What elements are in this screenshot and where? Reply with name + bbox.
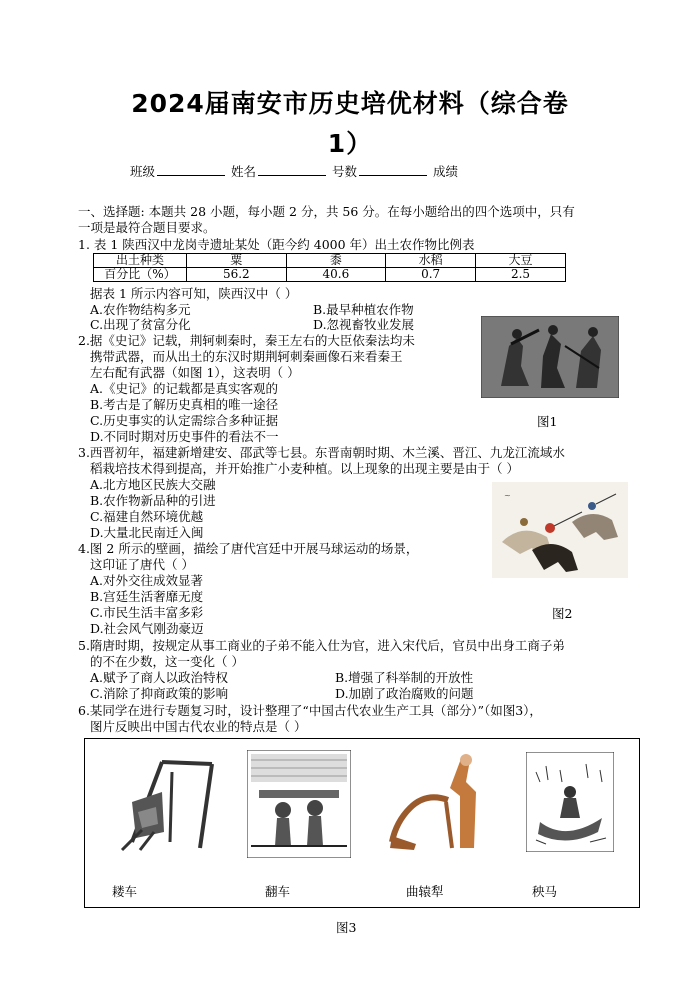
- table-cell: 2.5: [476, 268, 566, 282]
- q5-line2: 的不在少数，这一变化（ ）: [90, 654, 244, 669]
- water-wheel-image: [247, 750, 351, 858]
- q4-option-d[interactable]: D.社会风气刚劲豪迈: [90, 621, 204, 636]
- table-header-row: [94, 254, 566, 268]
- student-info-line: [130, 162, 458, 180]
- drill-seeder-image: [112, 752, 220, 852]
- q2-option-d[interactable]: D.不同时期对历史事件的看法不一: [90, 429, 279, 444]
- table-cell: 40.6: [286, 268, 386, 282]
- table-header-cell: 粟: [187, 254, 287, 268]
- page-title: [80, 84, 620, 164]
- q4-line2: 这印证了唐代（ ）: [90, 557, 194, 572]
- q4-option-b[interactable]: B.宫廷生活奢靡无度: [90, 589, 204, 604]
- q3-option-a[interactable]: A.北方地区民族大交融: [90, 477, 216, 492]
- q6-line2: 图片反映出中国古代农业的特点是（ ）: [90, 719, 307, 734]
- q3-option-c[interactable]: C.福建自然环境优越: [90, 509, 204, 524]
- curved-plough-image: [386, 752, 494, 852]
- number-blank[interactable]: [359, 163, 427, 176]
- q1-option-d[interactable]: D.忽视畜牧业发展: [313, 317, 415, 332]
- q5-option-d[interactable]: D.加剧了政治腐败的问题: [335, 686, 474, 701]
- table-header-cell: 水稻: [386, 254, 476, 268]
- figure-3-caption: 图3: [336, 920, 357, 935]
- q4-option-c[interactable]: C.市民生活丰富多彩: [90, 605, 204, 620]
- q4-line1: 4.图 2 所示的壁画，描绘了唐代宫廷中开展马球运动的场景，: [78, 541, 419, 556]
- table-cell: 0.7: [386, 268, 476, 282]
- section-instructions-line1: 一、选择题: 本题共 28 小题，每小题 2 分，共 56 分。在每小题给出的四个选项中，只有: [78, 204, 575, 219]
- rice-seedling-horse-image: [526, 752, 614, 852]
- q5-option-a[interactable]: A.赋予了商人以政治特权: [90, 670, 229, 685]
- class-blank[interactable]: [157, 163, 225, 176]
- table-header-cell: 黍: [286, 254, 386, 268]
- q1-option-a[interactable]: A.农作物结构多元: [90, 302, 191, 317]
- title-line-2: 1）: [327, 129, 373, 158]
- q5-option-b[interactable]: B.增强了科举制的开放性: [335, 670, 474, 685]
- table-header-cell: 大豆: [476, 254, 566, 268]
- section-instructions-line2: 一项是最符合题目要求。: [78, 220, 216, 235]
- q6-line1: 6.某同学在进行专题复习时，设计整理了“中国古代农业生产工具（部分）”（如图3），: [78, 703, 542, 718]
- tool-label-fanche: 翻车: [265, 884, 291, 899]
- tool-label-yangma: 秧马: [532, 884, 558, 899]
- q2-option-a[interactable]: A.《史记》的记载都是真实客观的: [90, 381, 279, 396]
- q2-line1: 2.据《史记》记载，荆轲刺秦时，秦王左右的大臣依秦法均未: [78, 333, 415, 348]
- number-label: 号数: [332, 164, 358, 179]
- q2-line3: 左右配有武器（如图 1），这表明（ ）: [90, 365, 300, 380]
- q3-option-d[interactable]: D.大量北民南迁入闽: [90, 525, 204, 540]
- class-label: 班级: [130, 164, 156, 179]
- q3-line1: 3.西晋初年，福建新增建安、邵武等七县。东晋南朝时期、木兰溪、晋江、九龙江流域水: [78, 445, 565, 460]
- q5-option-c[interactable]: C.消除了抑商政策的影响: [90, 686, 229, 701]
- figure-1-caption: 图1: [537, 414, 558, 429]
- score-label: 成绩: [433, 164, 459, 179]
- table-cell: 百分比（%）: [94, 268, 187, 282]
- q2-option-c[interactable]: C.历史事实的认定需综合多种证据: [90, 413, 279, 428]
- q3-line2: 稻栽培技术得到提高，并开始推广小麦种植。以上现象的出现主要是由于（ ）: [90, 461, 519, 476]
- q4-option-a[interactable]: A.对外交往成效显著: [90, 573, 204, 588]
- q3-option-b[interactable]: B.农作物新品种的引进: [90, 493, 216, 508]
- name-blank[interactable]: [258, 163, 326, 176]
- tool-label-quyuanli: 曲辕犁: [406, 884, 444, 899]
- figure-2-caption: 图2: [552, 606, 573, 621]
- q1-question: 据表 1 所示内容可知，陕西汉中（ ）: [90, 286, 298, 301]
- table-header-cell: 出土种类: [94, 254, 187, 268]
- table-cell: 56.2: [187, 268, 287, 282]
- q5-line1: 5.隋唐时期，按规定从事工商业的子弟不能入仕为官，进入宋代后，官员中出身工商子弟: [78, 638, 565, 653]
- q2-option-b[interactable]: B.考古是了解历史真相的唯一途径: [90, 397, 279, 412]
- svg-text:~: ~: [504, 491, 511, 500]
- q2-line2: 携带武器，而从出土的东汉时期荆轲刺秦画像石来看秦王: [90, 349, 403, 364]
- q1-option-c[interactable]: C.出现了贫富分化: [90, 317, 191, 332]
- tool-label-louche: 耧车: [112, 884, 138, 899]
- table-row: [94, 268, 566, 282]
- figure-2-polo-painting: [492, 482, 628, 578]
- figure-1-stone-relief: [481, 316, 619, 398]
- q1-option-b[interactable]: B.最早种植农作物: [313, 302, 414, 317]
- name-label: 姓名: [231, 164, 257, 179]
- q1-table: [93, 253, 566, 282]
- title-line-1: 2024届南安市历史培优材料（综合卷: [131, 89, 569, 118]
- q1-stem: 1. 表 1 陕西汉中龙岗寺遗址某处（距今约 4000 年）出土农作物比例表: [78, 237, 475, 252]
